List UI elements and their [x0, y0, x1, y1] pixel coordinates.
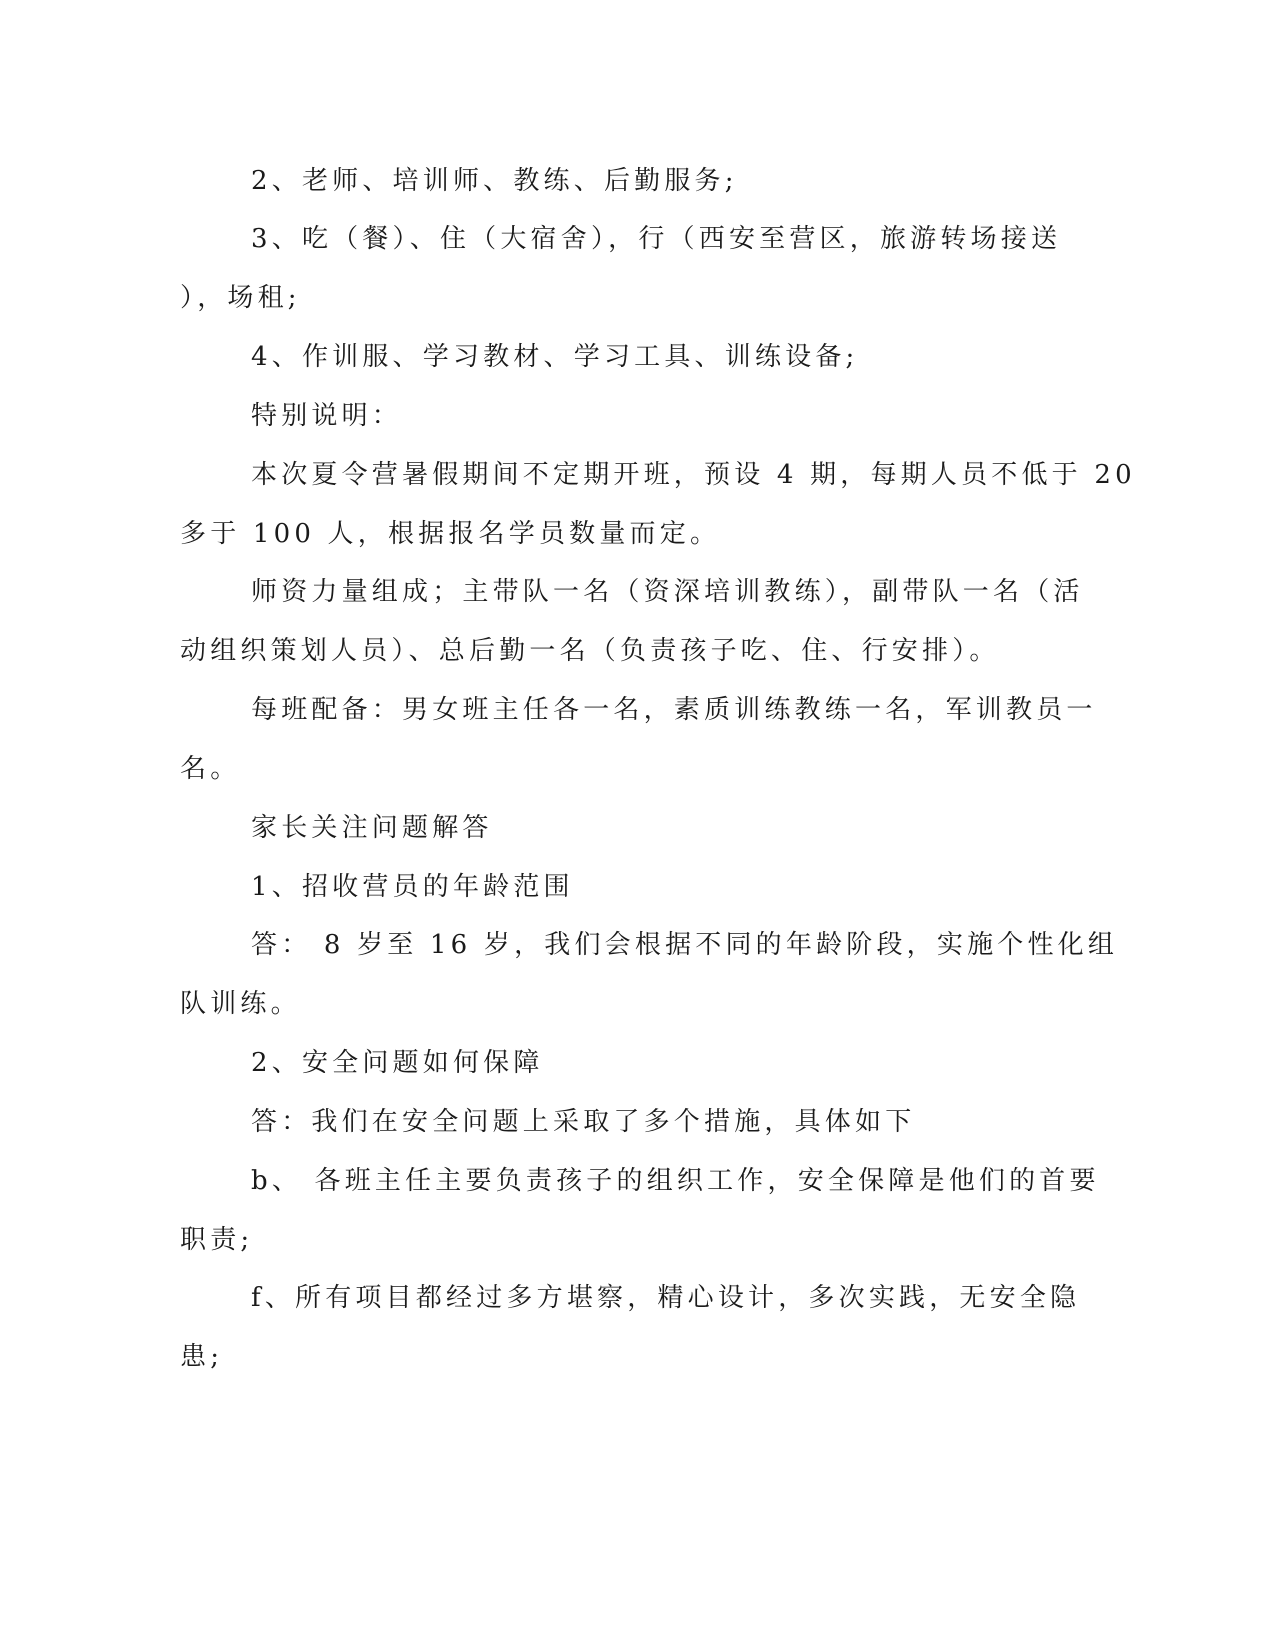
- paragraph-line: 4、作训服、学习教材、学习工具、训练设备;: [251, 342, 859, 372]
- paragraph-line: 每班配备：男女班主任各一名，素质训练教练一名，军训教员一: [251, 695, 1097, 725]
- paragraph-line: 名。: [180, 754, 241, 784]
- paragraph-line: 2、老师、培训师、教练、后勤服务;: [251, 166, 738, 196]
- paragraph-line: 患;: [180, 1342, 224, 1372]
- paragraph-line: 多于 100 人，根据报名学员数量而定。: [180, 519, 721, 549]
- paragraph-line: 师资力量组成；主带队一名（资深培训教练），副带队一名（活: [251, 577, 1084, 607]
- section-heading: 家长关注问题解答: [251, 813, 493, 843]
- paragraph-line: f、所有项目都经过多方堪察，精心设计，多次实践，无安全隐: [251, 1283, 1081, 1313]
- answer-line: 答：我们在安全问题上采取了多个措施，具体如下: [251, 1107, 916, 1137]
- paragraph-line: ），场租;: [180, 283, 301, 313]
- question-line: 2、安全问题如何保障: [251, 1048, 544, 1078]
- section-label: 特别说明：: [251, 401, 403, 431]
- paragraph-line: 职责;: [180, 1225, 254, 1255]
- answer-line: 答： 8 岁至 16 岁，我们会根据不同的年龄阶段，实施个性化组: [251, 930, 1119, 960]
- answer-line: 队训练。: [180, 989, 301, 1019]
- paragraph-line: 本次夏令营暑假期间不定期开班，预设 4 期，每期人员不低于 20: [251, 460, 1136, 490]
- paragraph-line: b、 各班主任主要负责孩子的组织工作，安全保障是他们的首要: [251, 1166, 1100, 1196]
- question-line: 1、招收营员的年龄范围: [251, 872, 574, 902]
- paragraph-line: 3、吃（餐）、住（大宿舍），行（西安至营区，旅游转场接送: [251, 224, 1062, 254]
- paragraph-line: 动组织策划人员）、总后勤一名（负责孩子吃、住、行安排）。: [180, 636, 1000, 666]
